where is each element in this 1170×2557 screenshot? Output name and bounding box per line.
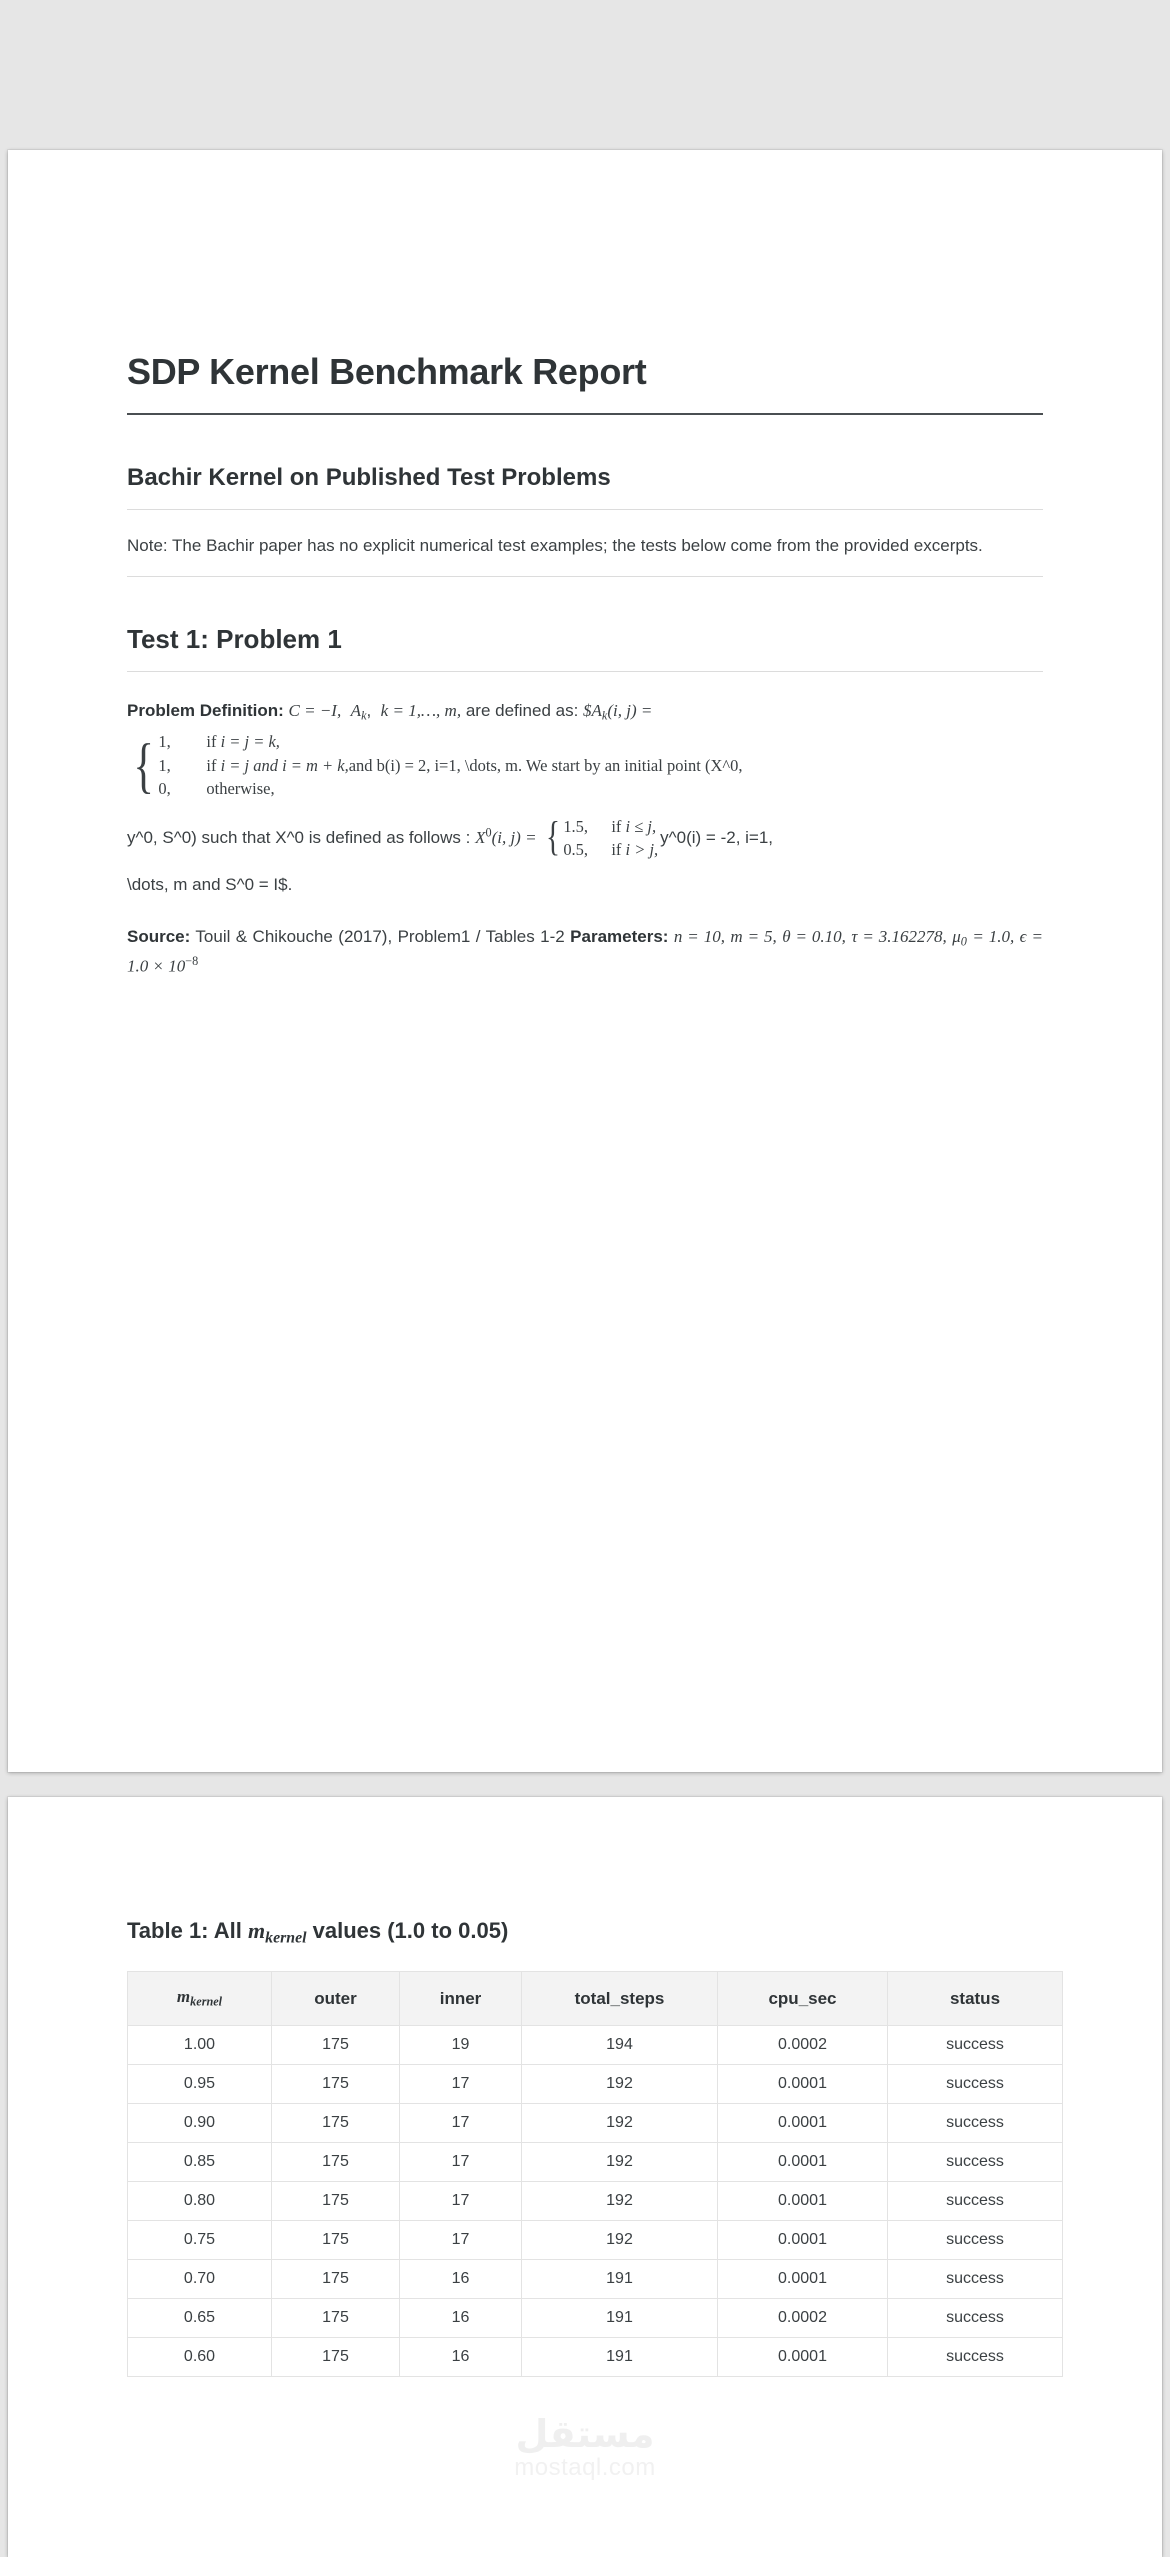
results-table-head [128, 1972, 1063, 2026]
table-cell-mkernel: 0.80 [128, 2182, 272, 2221]
title-divider [127, 413, 1043, 415]
table-cell-outer: 175 [272, 2065, 400, 2104]
table-caption-math-sub: kernel [265, 1929, 307, 1947]
table-cell-mkernel: 0.60 [128, 2338, 272, 2377]
table-cell-mkernel: 0.90 [128, 2104, 272, 2143]
table-cell-cpu_sec: 0.0001 [718, 2182, 888, 2221]
table-cell-total_steps: 191 [522, 2260, 718, 2299]
table-cell-outer: 175 [272, 2182, 400, 2221]
column-header-outer: outer [272, 1972, 400, 2026]
page-title: SDP Kernel Benchmark Report [127, 351, 647, 392]
section-divider [127, 509, 1043, 510]
x0-superscript: 0 [485, 825, 492, 840]
table-row [128, 2065, 1063, 2104]
table-cell-status: success [888, 2065, 1063, 2104]
case-value: 0.5, [563, 840, 589, 860]
table-cell-status: success [888, 2143, 1063, 2182]
table-cell-status: success [888, 2182, 1063, 2221]
document-page-2 [8, 1797, 1162, 2557]
section-heading: Bachir Kernel on Published Test Problems [127, 464, 611, 492]
table-cell-mkernel: 0.70 [128, 2260, 272, 2299]
param-mu-value: = 1.0, [972, 926, 1015, 946]
table-cell-outer: 175 [272, 2221, 400, 2260]
case-if: if [611, 816, 622, 836]
table-cell-mkernel: 1.00 [128, 2026, 272, 2065]
cases-row [158, 777, 742, 800]
page-1-content [8, 150, 1162, 1772]
table-cell-total_steps: 194 [522, 2026, 718, 2065]
note-text: Note: The Bachir paper has no explicit numerical test examples; the tests below come from the provided excerpts. [127, 536, 983, 556]
table-cell-cpu_sec: 0.0001 [718, 2338, 888, 2377]
table-cell-inner: 16 [400, 2299, 522, 2338]
param-tau: τ = 3.162278, [851, 926, 947, 946]
cases-row [563, 838, 658, 861]
param-theta: θ = 0.10, [782, 926, 846, 946]
initial-point-block [127, 815, 1043, 901]
table-cell-status: success [888, 2260, 1063, 2299]
after-cases-b-text: y^0(i) = -2, i=1, [660, 827, 774, 847]
note-divider [127, 576, 1043, 577]
table-cell-inner: 17 [400, 2221, 522, 2260]
table-cell-cpu_sec: 0.0001 [718, 2221, 888, 2260]
cases-row [563, 815, 658, 838]
table-cell-status: success [888, 2026, 1063, 2065]
table-cell-status: success [888, 2104, 1063, 2143]
cases-block-a [129, 730, 1041, 800]
table-cell-status: success [888, 2338, 1063, 2377]
document-page-1 [8, 150, 1162, 1772]
column-header-total-steps: total_steps [522, 1972, 718, 2026]
table-cell-total_steps: 191 [522, 2338, 718, 2377]
table-row [128, 2221, 1063, 2260]
test-divider [127, 671, 1043, 672]
left-brace-icon: { [133, 731, 154, 800]
case-condition: i ≤ j, [625, 816, 657, 836]
cases-b-rows [563, 815, 658, 862]
results-table [127, 1971, 1063, 2377]
watermark-arabic: مستقل [515, 2412, 655, 2456]
param-n: n = 10, [673, 926, 725, 946]
table-cell-inner: 16 [400, 2260, 522, 2299]
column-header-mkernel [128, 1972, 272, 2026]
problem-k-range: k = 1,…, m, [380, 701, 462, 721]
table-cell-mkernel: 0.65 [128, 2299, 272, 2338]
table-cell-total_steps: 192 [522, 2182, 718, 2221]
table-cell-status: success [888, 2299, 1063, 2338]
table-row [128, 2026, 1063, 2065]
table-header-row [128, 1972, 1063, 2026]
table-cell-total_steps: 192 [522, 2221, 718, 2260]
table-row [128, 2143, 1063, 2182]
last-math-line: \dots, m and S^0 = I$. [127, 874, 293, 894]
column-header-mkernel-sub: kernel [190, 1994, 223, 2009]
problem-dollar-ak-sub: k [601, 708, 608, 723]
table-row [128, 2260, 1063, 2299]
source-value: Touil & Chikouche (2017), Problem1 / Tables 1-2 [195, 926, 565, 946]
table-cell-cpu_sec: 0.0001 [718, 2143, 888, 2182]
param-mu: μ [952, 926, 961, 946]
table-cell-inner: 17 [400, 2182, 522, 2221]
table-cell-total_steps: 192 [522, 2104, 718, 2143]
problem-defined-as: are defined as: [465, 701, 579, 721]
case-tail-text: and b(i) = 2, i=1, \dots, m. We start by an initial point (X^0, [348, 755, 743, 775]
param-epsilon: ϵ = 1.0 × 10 [127, 926, 1043, 975]
table-cell-cpu_sec: 0.0002 [718, 2299, 888, 2338]
case-value: 1.5, [563, 816, 589, 836]
table-cell-inner: 17 [400, 2065, 522, 2104]
table-cell-total_steps: 192 [522, 2065, 718, 2104]
cases-row [158, 754, 742, 777]
results-table-body [128, 2026, 1063, 2377]
last-math-line-wrapper [127, 868, 1043, 901]
cases-row [158, 730, 742, 753]
problem-dollar-ak-args: (i, j) = [607, 701, 653, 721]
left-brace-icon: { [546, 814, 561, 861]
case-value: 0, [158, 779, 171, 799]
table-cell-mkernel: 0.95 [128, 2065, 272, 2104]
case-if: if [611, 840, 622, 860]
case-condition: i = j = k, [220, 732, 280, 752]
y-s-line: y^0, S^0) such that X^0 is defined as follows : [127, 827, 471, 847]
column-header-mkernel-symbol: m [176, 1987, 191, 2007]
table-cell-outer: 175 [272, 2299, 400, 2338]
param-mu-sub: 0 [960, 934, 967, 949]
table-cell-cpu_sec: 0.0001 [718, 2260, 888, 2299]
param-epsilon-exponent: −8 [185, 953, 199, 968]
table-cell-total_steps: 192 [522, 2143, 718, 2182]
problem-definition-block: Problem Definition: C = −I, $A_k$, k = 1,…, m, are defined as: $\$A_k(i$, j) = { 1, if i = j = k, 1, if i = j and i = m + k,and b(i) = 2, i=1, \dots, m. We start by an initial point (X^0, 0, otherwise, [127, 694, 1043, 800]
table-cell-outer: 175 [272, 2260, 400, 2299]
table-row [128, 2104, 1063, 2143]
cases-block-b [543, 815, 658, 862]
table-cell-cpu_sec: 0.0002 [718, 2026, 888, 2065]
table-row [128, 2338, 1063, 2377]
test-heading: Test 1: Problem 1 [127, 623, 342, 654]
param-m: m = 5, [730, 926, 777, 946]
watermark-latin: mostaql.com [514, 2454, 656, 2481]
table-cell-inner: 17 [400, 2104, 522, 2143]
table-cell-cpu_sec: 0.0001 [718, 2104, 888, 2143]
table-cell-total_steps: 191 [522, 2299, 718, 2338]
column-header-status: status [888, 1972, 1063, 2026]
column-header-inner: inner [400, 1972, 522, 2026]
case-value: 1, [158, 732, 171, 752]
case-condition: otherwise, [206, 779, 275, 799]
table-cell-outer: 175 [272, 2338, 400, 2377]
table-cell-inner: 16 [400, 2338, 522, 2377]
source-parameters-paragraph [127, 923, 1043, 980]
page-2-content [8, 1797, 1162, 2557]
problem-c-value: C = −I, [288, 701, 342, 721]
table-caption-prefix: Table 1: All [127, 1918, 242, 1943]
cases-a-rows [158, 730, 742, 800]
case-if: if [206, 732, 217, 752]
problem-dollar-ak: $A [583, 701, 602, 721]
column-header-cpu-sec: cpu_sec [718, 1972, 888, 2026]
table-caption-suffix: values (1.0 to 0.05) [312, 1918, 509, 1943]
table-cell-inner: 17 [400, 2143, 522, 2182]
table-cell-mkernel: 0.85 [128, 2143, 272, 2182]
table-caption-math: m [248, 1918, 266, 1943]
parameters-label: Parameters: [570, 926, 669, 946]
table-row [128, 2299, 1063, 2338]
table-cell-mkernel: 0.75 [128, 2221, 272, 2260]
case-value: 1, [158, 755, 171, 775]
table-cell-inner: 19 [400, 2026, 522, 2065]
problem-definition-label: Problem Definition: [127, 701, 284, 721]
case-condition: i = j and i = m + k, [220, 755, 349, 775]
table-caption [127, 1797, 1043, 1949]
table-cell-outer: 175 [272, 2104, 400, 2143]
table-row [128, 2182, 1063, 2221]
case-condition: i > j, [625, 840, 659, 860]
problem-ak: A [350, 701, 362, 721]
problem-ak-sub: k [361, 708, 367, 723]
table-cell-cpu_sec: 0.0001 [718, 2065, 888, 2104]
x0-symbol: X [475, 827, 486, 847]
table-cell-outer: 175 [272, 2026, 400, 2065]
case-if: if [206, 755, 217, 775]
table-cell-outer: 175 [272, 2143, 400, 2182]
x0-args: (i, j) = [491, 827, 537, 847]
source-label: Source: [127, 926, 191, 946]
table-cell-status: success [888, 2221, 1063, 2260]
